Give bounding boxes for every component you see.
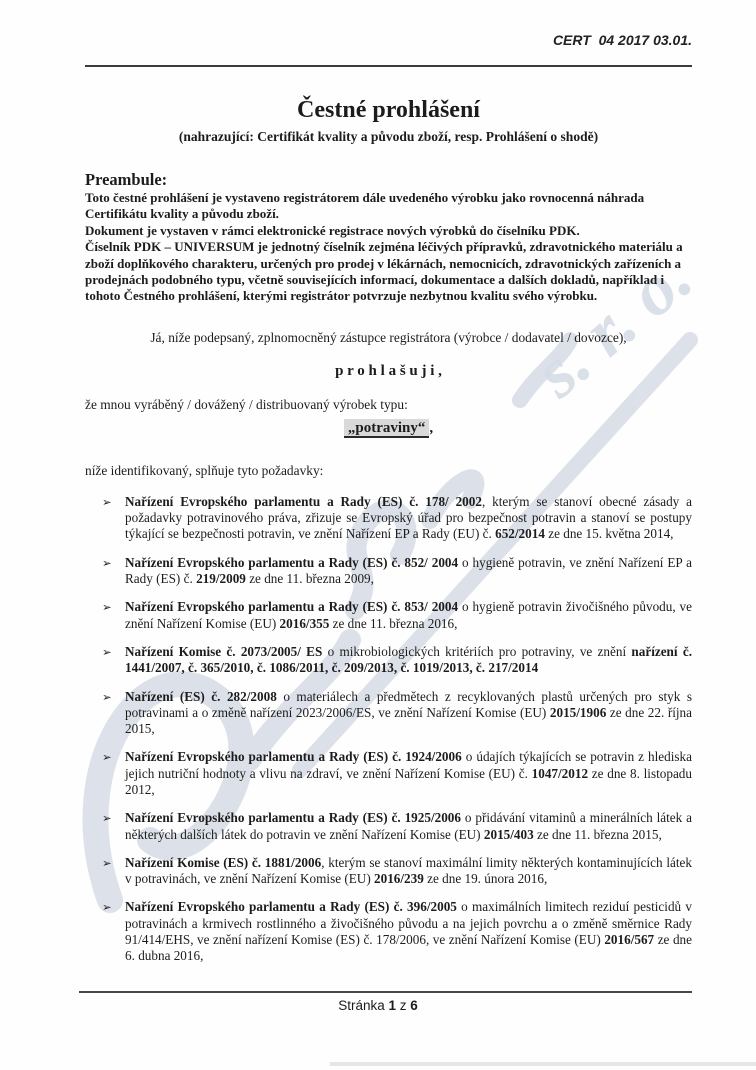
bullet-arrow-icon: ➢ bbox=[102, 602, 112, 615]
scan-artifact bbox=[330, 1062, 756, 1066]
regulation-text: Nařízení Evropského parlamentu a Rady (ES) č. 853/ 2004 o hygieně potravin živočišného původu, ve znění Nařízení Komise (EU) 2016/355 ze dne 11. března 2016, bbox=[125, 599, 692, 631]
regulation-item bbox=[85, 689, 692, 738]
watermark-text: s. r. o. bbox=[518, 236, 707, 413]
doc-code: CERT 04 2017 03.01. bbox=[552, 32, 692, 48]
regulation-item bbox=[85, 599, 692, 632]
requirements-line: níže identifikovaný, splňuje tyto požadavky: bbox=[85, 462, 324, 478]
product-type-value: „potraviny“ bbox=[344, 419, 430, 438]
regulation-item bbox=[85, 644, 692, 677]
product-type-suffix: , bbox=[429, 419, 434, 436]
declaration-verb: p r o h l a š u j i , bbox=[335, 362, 442, 379]
doc-header bbox=[85, 16, 692, 64]
regulation-text: Nařízení Evropského parlamentu a Rady (ES) č. 1924/2006 o údajích týkajících se potravin z hlediska jejich nutriční hodnoty a vlivu na zdraví, ve znění Nařízení Komise (EU) č. 1047/2012 ze dne 8. listopadu 2012, bbox=[125, 749, 692, 797]
bullet-arrow-icon: ➢ bbox=[102, 902, 112, 915]
bullet-arrow-icon: ➢ bbox=[102, 857, 112, 870]
regulation-text: Nařízení Evropského parlamentu a Rady (ES) č. 1925/2006 o přidávání vitaminů a minerálních látek a některých dalších látek do potravin ve znění Nařízení Komise (EU) 2015/403 ze dne 11. března 2015, bbox=[125, 810, 692, 842]
preambule-paragraph: Číselník PDK – UNIVERSUM je jednotný číselník zejména léčivých přípravků, zdravotnického materiálu a zboží doplňkového charakteru, určených pro prodej v lékárnách, nemocnicích, zdravotnických zařízeních a prodejnách podobného typu, včetně souvisejících informací, dokumentace a dalších dokladů, například i tohoto Čestného prohlášení, kterými registrátor potvrzuje nezbytnou kvalitu svého výrobku. bbox=[85, 239, 683, 304]
bullet-arrow-icon: ➢ bbox=[102, 646, 112, 659]
regulation-item bbox=[85, 899, 692, 964]
preambule-body bbox=[85, 190, 692, 305]
regulation-item bbox=[85, 555, 692, 588]
regulation-item bbox=[85, 810, 692, 843]
regulation-item bbox=[85, 494, 692, 543]
preambule-paragraph: Toto čestné prohlášení je vystaveno registrátorem dále uvedeného výrobku jako rovnocenná náhrada Certifikátu kvality a původu zboží. bbox=[85, 190, 645, 222]
regulation-text: Nařízení Komise č. 2073/2005/ ES o mikrobiologických kritériích pro potraviny, ve znění nařízení č. 1441/2007, č. 365/2010, č. 1086/2011, č. 209/2013, č. 1019/2013, č. 217/2014 bbox=[125, 643, 692, 676]
bullet-arrow-icon: ➢ bbox=[102, 496, 112, 509]
footer-rule bbox=[79, 991, 692, 993]
regulation-text: Nařízení Evropského parlamentu a Rady (ES) č. 396/2005 o maximálních limitech reziduí pesticidů v potravinách a krmivech rostlinného a živočišného původu a na jejich povrchu a o změně směrnice Rady 91/414/EHS, ve znění nařízení Komise (ES) č. 178/2006, ve znění Nařízení Komise (EU) 2016/567 ze dne 6. dubna 2016, bbox=[125, 899, 692, 964]
regulation-text: Nařízení Evropského parlamentu a Rady (ES) č. 852/ 2004 o hygieně potravin, ve znění Nařízení EP a Rady (ES) č. 219/2009 ze dne 11. března 2009, bbox=[125, 554, 692, 587]
declarant-intro: Já, níže podepsaný, zplnomocněný zástupce registrátora (výrobce / dodavatel / dovozce), bbox=[150, 329, 627, 345]
regulation-list bbox=[85, 494, 692, 965]
header-rule bbox=[85, 65, 692, 67]
page-subtitle: (nahrazující: Certifikát kvality a původu zboží, resp. Prohlášení o shodě) bbox=[178, 129, 599, 144]
bullet-arrow-icon: ➢ bbox=[102, 813, 112, 826]
regulation-text: Nařízení Evropského parlamentu a Rady (ES) č. 178/ 2002, kterým se stanoví obecné zásady a požadavky potravinového práva, zřizuje se Evropský úřad pro bezpečnost potravin a stanoví se postupy týkající se bezpečnosti potravin, ve znění Nařízení EP a Rady (EU) č. 652/2014 ze dne 15. května 2014, bbox=[125, 493, 692, 542]
regulation-text: Nařízení (ES) č. 282/2008 o materiálech a předmětech z recyklovaných plastů určených pro styk s potravinami a o změně nařízení 2023/2006/ES, ve znění Nařízení Komise (EU) 2015/1906 ze dne 22. října 2015, bbox=[125, 688, 692, 737]
regulation-item bbox=[85, 855, 692, 888]
page-number-label: Stránka 1 z 6 bbox=[338, 998, 418, 1013]
bullet-arrow-icon: ➢ bbox=[102, 557, 112, 570]
page-title: Čestné prohlášení bbox=[297, 97, 480, 123]
regulation-item bbox=[85, 749, 692, 798]
regulation-text: Nařízení Komise (ES) č. 1881/2006, kterým se stanoví maximální limity některých kontaminujících látek v potravinách, ve znění Nařízení Komise (EU) 2016/239 ze dne 19. února 2016, bbox=[125, 854, 692, 887]
preambule-paragraph: Dokument je vystaven v rámci elektronické registrace nových výrobků do číselníku PDK. bbox=[85, 222, 580, 238]
preambule-heading: Preambule: bbox=[85, 170, 168, 189]
product-type-line: že mnou vyráběný / dovážený / distribuovaný výrobek typu: bbox=[85, 396, 408, 412]
product-type-wrap bbox=[85, 420, 692, 437]
bullet-arrow-icon: ➢ bbox=[102, 691, 112, 704]
bullet-arrow-icon: ➢ bbox=[102, 752, 112, 765]
